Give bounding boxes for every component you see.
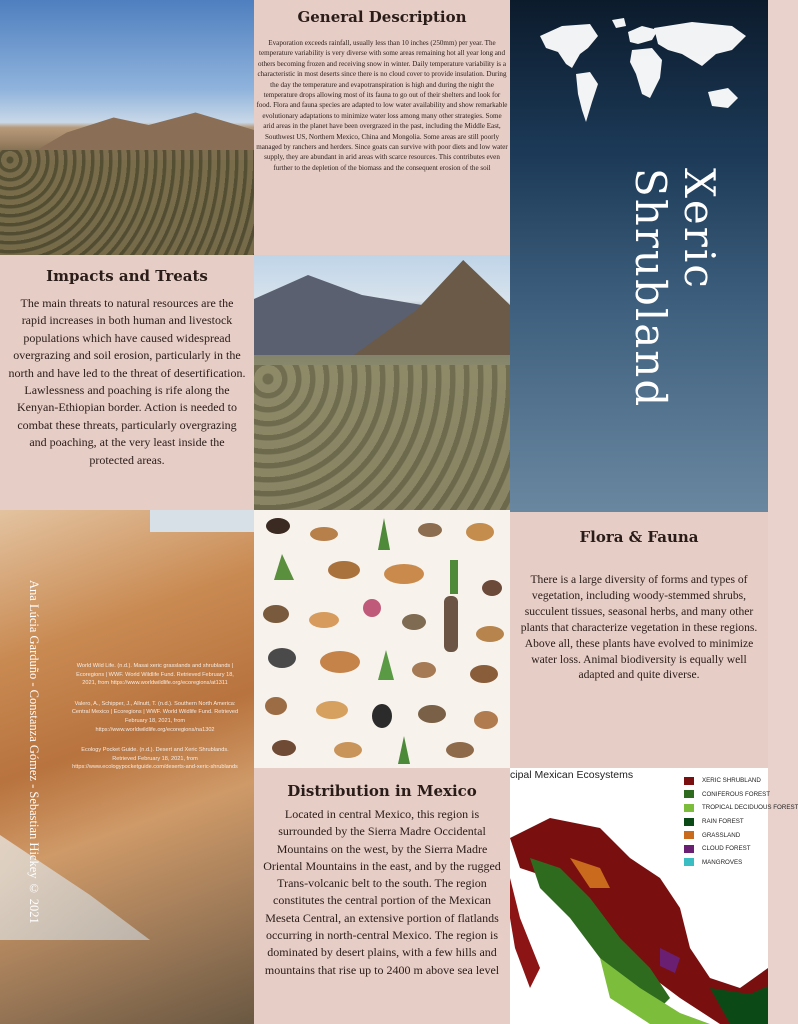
legend-item: [684, 842, 798, 856]
legend-label: CLOUD FOREST: [702, 845, 751, 853]
references-list: [70, 650, 240, 772]
rock-slab: [0, 790, 150, 940]
desert-landscape-photo: [0, 0, 254, 255]
general-description-text: Evaporation exceeds rainfall, usually less than 10 inches (250mm) per year. The temperature variability is very diverse with some areas remaining hot all year long and others becoming frozen and receiving snow in winter. Daily temperature variability is a characteristic in most deserts since there is no cloud cover to provide insulation. During the day the temperature and evapotranspiration is high and during the night the temperature drops allowing most of its fauna to go out of their shelters and look for food. Flora and fauna species are adapted to low water availability and show remarkable evolutionary adaptations to minimize water loss among many other strategies. Some arid areas in the planet have been overgrazed in the past, including the Middle East, Southwest US, Northern Mexico, China and Mongolia. Some areas are still poorly managed by ranchers and herders. Since goats can survive with poor diets and low water supply, they are abundant in arid areas with scarce resources. This contributes even further to the depletion of the biomass and the consequent erosion of the soil: [256, 39, 508, 172]
flora-fauna-panel: [510, 512, 768, 768]
distribution-text: Located in central Mexico, this region is surrounded by the Sierra Madre Occidental Mountains on the west, by the Sierra Madre Oriental Mountains in the east, and by the rugged Trans-volcanic belt to the south. The region constitutes the central portion of the Mexican Meseta Central, an extensive portion of flatlands occurring in north-central Mexico. The region is dominated by desert plains, with a few hills and mountains that rise up to 2400 m above sea level: [263, 807, 501, 977]
animals-pattern: [254, 510, 510, 768]
legend-swatch: [684, 790, 694, 798]
reference-item: World Wild Life. (n.d.). Masai xeric grasslands and shrublands | Ecoregions | WWF. World Wildlife Fund. Retrieved February 18, 2021, from https://www.worldwildlife.org/ecoregions/at1311: [76, 663, 234, 687]
legend-swatch: [684, 818, 694, 826]
general-description-heading: General Description: [297, 8, 467, 26]
impacts-text: The main threats to natural resources are the rapid increases in both human and livestock populations which have caused widespread overgrazing and soil erosion, particularly in the north and have led to the threat of desertification. Lawlessness and poaching is rife along the Kenyan-Ethiopian border. Action is needed to combat these threats, particularly overgrazing and poaching, at the very least inside the protected areas.: [8, 296, 246, 467]
general-description-panel: [254, 0, 510, 255]
legend-item: [684, 828, 798, 842]
legend-item: [684, 774, 798, 788]
mountain-shrubland-photo: [254, 255, 510, 510]
legend-swatch: [684, 845, 694, 853]
desert-animals-illustration: [254, 510, 510, 768]
legend-label: RAIN FOREST: [702, 818, 744, 826]
world-map-image: [532, 14, 754, 132]
title-column: [510, 0, 768, 512]
legend-swatch: [684, 831, 694, 839]
legend-label: XERIC SHRUBLAND: [702, 777, 761, 785]
distribution-panel: [254, 768, 510, 1024]
legend-swatch: [684, 804, 694, 812]
authors-credit: Ana Lúcia Garduño - Constanza Gómez - Sebastian Hickey © 2021: [27, 580, 41, 924]
legend-item: [684, 815, 798, 829]
canyon-sky: [150, 510, 254, 532]
distribution-heading: Distribution in Mexico: [287, 782, 477, 800]
canyon-photo: [0, 510, 254, 1024]
legend-label: GRASSLAND: [702, 831, 741, 839]
impacts-heading: Impacts and Treats: [46, 267, 208, 285]
legend-label: CONIFEROUS FOREST: [702, 790, 771, 798]
impacts-panel: [0, 255, 254, 510]
flora-fauna-heading: Flora & Fauna: [579, 528, 699, 546]
legend-swatch: [684, 777, 694, 785]
legend-item: [684, 801, 798, 815]
poster-title: Xeric Shrubland: [626, 168, 724, 409]
legend-swatch: [684, 858, 694, 866]
reference-item: Ecology Pocket Guide. (n.d.). Desert and Xeric Shrublands. Retrieved February 18, 2021, from https://www.ecologypocketguide.com/deserts-and-xeric-shrublands: [72, 747, 238, 771]
legend-item: [684, 856, 798, 870]
reference-item: Valero, A., Schipper, J., Allnutt, T. (n.d.). Southern North America: Central Mexico | Ecoregions | WWF. World Wildlife Fund. Retrieved February 18, 2021, from https://www.worldwildlife.org/ecoregions/na1302: [71, 700, 239, 733]
legend-label: MANGROVES: [702, 858, 743, 866]
flora-fauna-text: There is a large diversity of forms and types of vegetation, including woody-stemmed shrubs, succulent tissues, seasonal herbs, and many other plants that characterize vegetation in these regions. Above all, these plants have evolved to minimize water loss. Animal biodiversity is equally well adapted and quite diverse.: [520, 573, 758, 682]
shrub-field: [0, 150, 254, 255]
map-title: cipal Mexican Ecosystems: [510, 769, 634, 781]
legend-item: [684, 788, 798, 802]
map-legend: [684, 774, 798, 869]
mexico-ecosystems-map: [510, 768, 798, 1024]
legend-label: TROPICAL DECIDUOUS FOREST: [702, 804, 798, 812]
sagebrush-field: [254, 365, 510, 510]
